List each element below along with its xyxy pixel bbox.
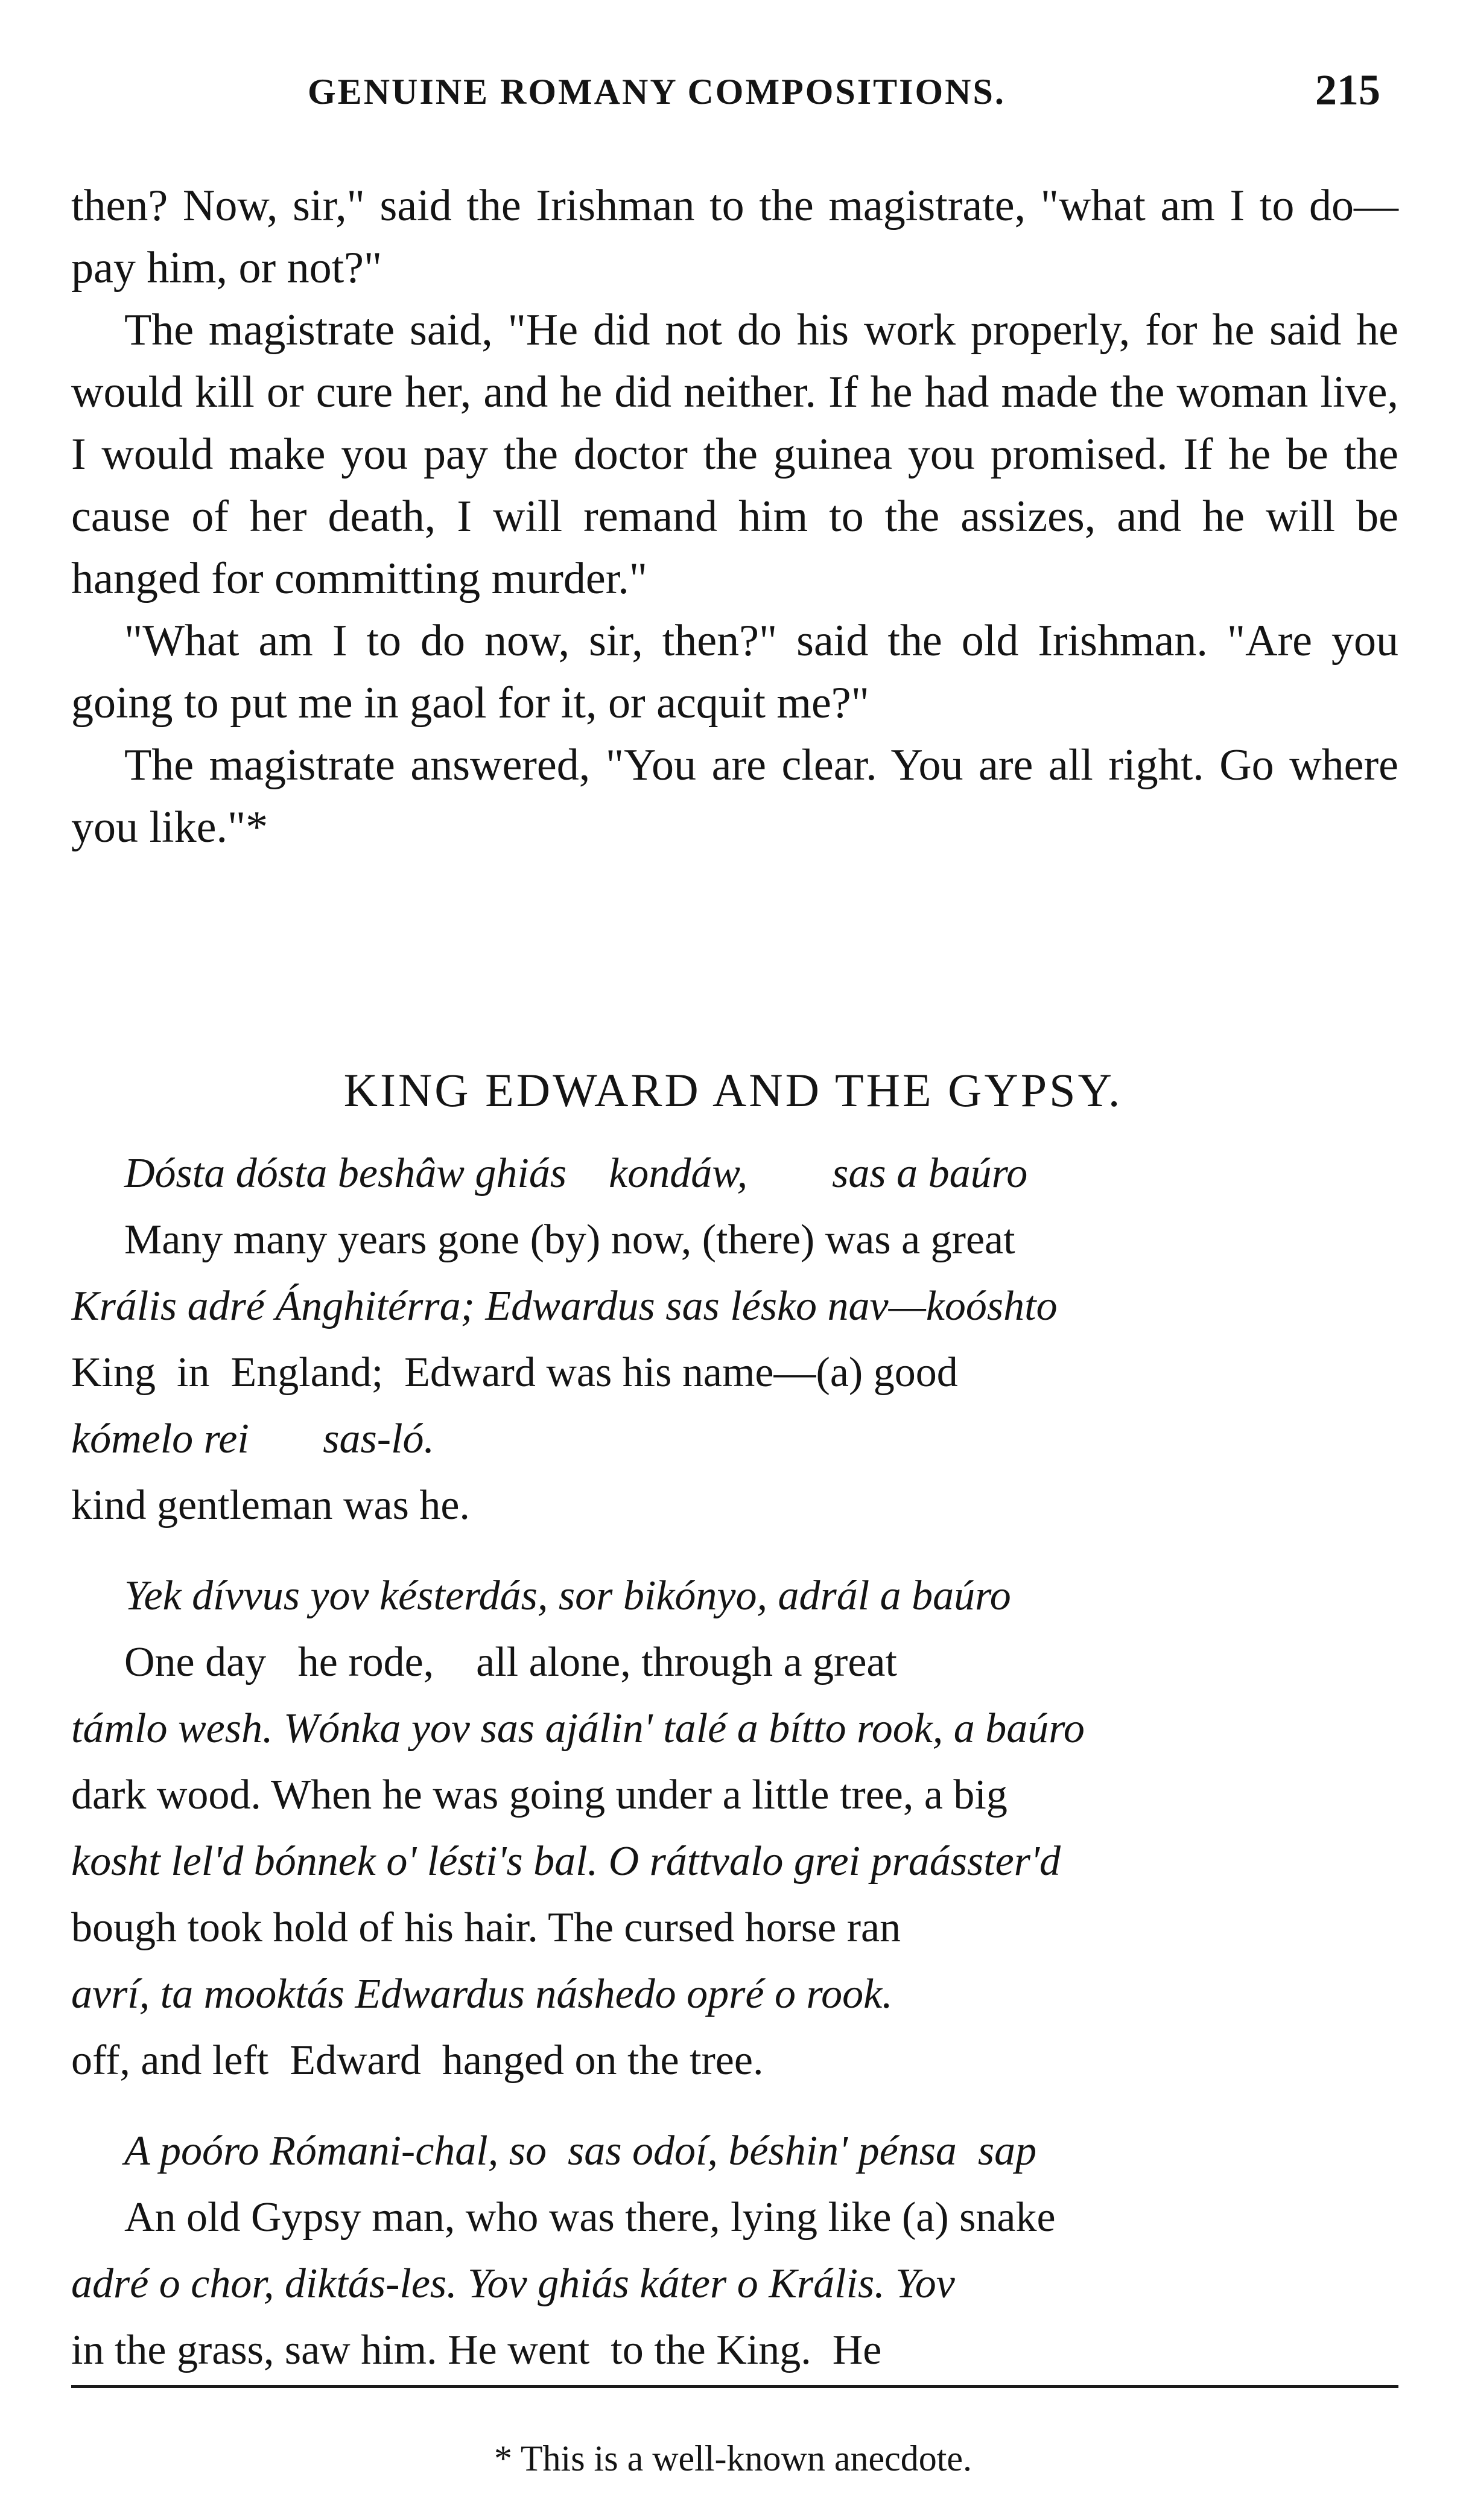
footnote: * This is a well-known anecdote. <box>493 2439 973 2478</box>
romani-line: Krális adré Ánghitérra; Edwardus sas lésko nav—koóshto <box>71 1283 1058 1329</box>
prose-paragraph: then? Now, sir," said the Irishman to the magistrate, "what am I to do—pay him, or not?" <box>71 181 1398 293</box>
english-gloss-line: kind gentleman was he. <box>71 1482 470 1529</box>
english-gloss-line: bough took hold of his hair. The cursed horse ran <box>71 1904 901 1951</box>
footnote-rule <box>71 2385 1398 2388</box>
english-gloss-line: An old Gypsy man, who was there, lying like (a) snake <box>124 2194 1056 2241</box>
prose-paragraph: "What am I to do now, sir, then?" said the old Irishman. "Are you going to put me in gaol for it, or acquit me?" <box>71 616 1398 728</box>
english-gloss-line: in the grass, saw him. He went to the King. He <box>71 2327 882 2373</box>
page-number: 215 <box>1315 66 1380 114</box>
prose-paragraph: The magistrate answered, "You are clear. You are all right. Go where you like."* <box>71 740 1398 852</box>
prose-paragraph: The magistrate said, "He did not do his work properly, for he said he would kill or cure her, and he did neither. If he had made the woman live, I would make you pay the doctor the guinea you promised. If he be the cause of her death, I will remand him to the assizes, and he will be hanged for committing murder." <box>71 305 1398 603</box>
romani-line: kómelo rei sas-ló. <box>71 1416 435 1462</box>
romani-line: kosht lel'd bónnek o' lésti's bal. O ráttvalo grei praásster'd <box>71 1838 1061 1885</box>
interlinear-text <box>71 1141 1398 2408</box>
english-gloss-line: One day he rode, all alone, through a great <box>124 1639 897 1685</box>
english-gloss-line: dark wood. When he was going under a little tree, a big <box>71 1772 1007 1818</box>
romani-line: Yek dívvus yov késterdás, sor bikónyo, adrál a baúro <box>124 1573 1011 1619</box>
romani-line: Dósta dósta beshâw ghiás kondáw, sas a baúro <box>124 1150 1028 1197</box>
stanza <box>71 1563 1398 2094</box>
english-gloss-line: King in England; Edward was his name—(a) good <box>71 1349 958 1396</box>
stanza <box>71 1141 1398 1539</box>
prose-block <box>71 175 1398 859</box>
romani-line: támlo wesh. Wónka yov sas ajálin' talé a bítto rook, a baúro <box>71 1705 1085 1752</box>
running-title: GENUINE ROMANY COMPOSITIONS. <box>308 72 1006 112</box>
romani-line: A poóro Rómani-chal, so sas odoí, béshin' pénsa sap <box>124 2128 1037 2174</box>
english-gloss-line: Many many years gone (by) now, (there) was a great <box>124 1217 1015 1263</box>
stanza <box>71 2118 1398 2384</box>
romani-line: adré o chor, diktás-les. Yov ghiás káter o Krális. Yov <box>71 2261 955 2307</box>
section-title: KING EDWARD AND THE GYPSY. <box>343 1064 1123 1116</box>
english-gloss-line: off, and left Edward hanged on the tree. <box>71 2037 764 2084</box>
romani-line: avrí, ta mooktás Edwardus náshedo opré o rook. <box>71 1971 893 2017</box>
